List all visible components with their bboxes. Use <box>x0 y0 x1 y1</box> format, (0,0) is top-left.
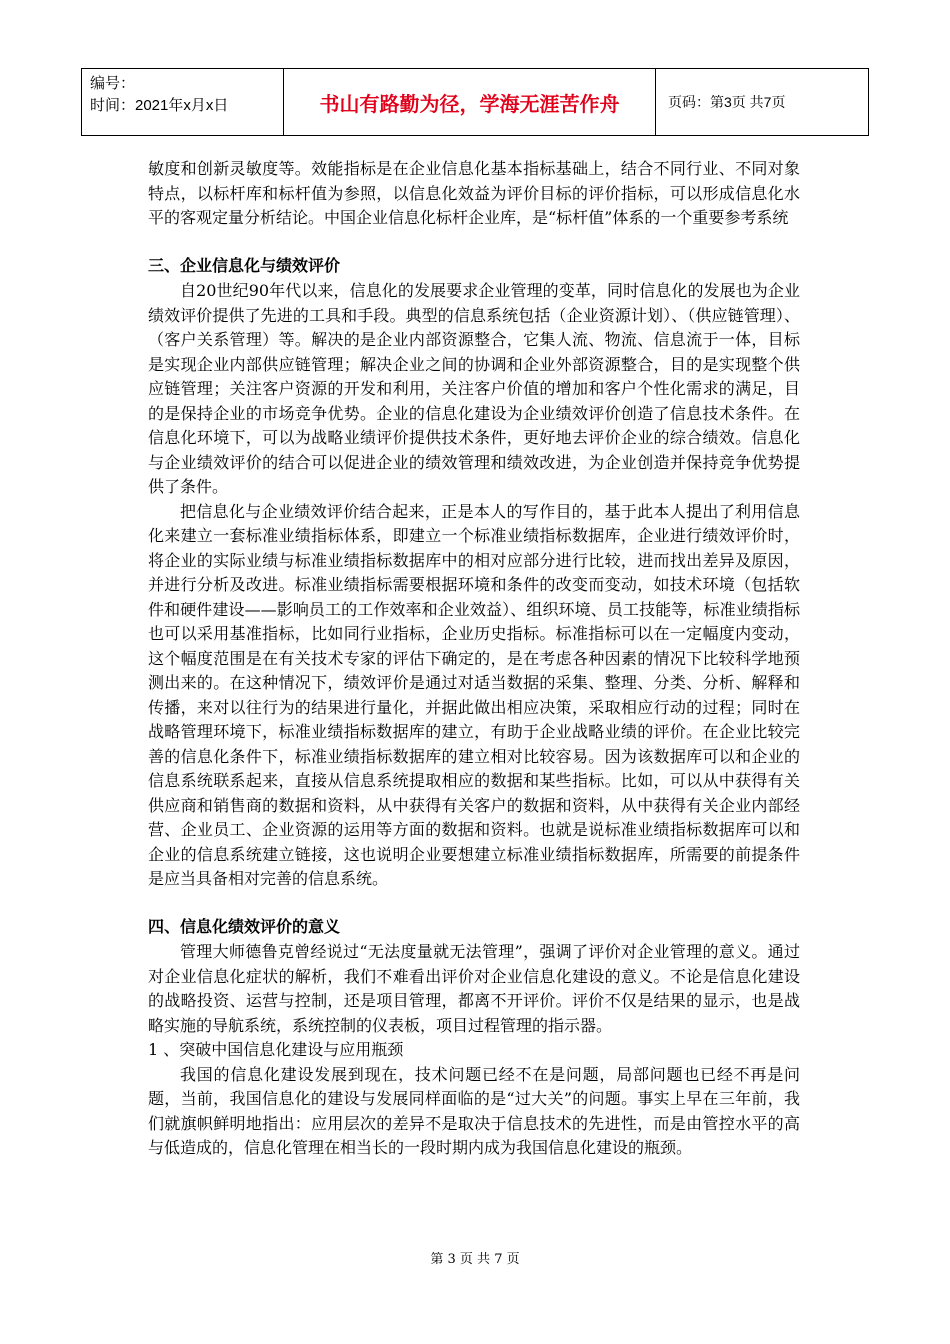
subsection-heading: 1 、突破中国信息化建设与应用瓶颈 <box>148 1040 404 1059</box>
section-heading: 三、企业信息化与绩效评价 <box>148 257 341 275</box>
section-heading: 四、信息化绩效评价的意义 <box>148 918 341 936</box>
header-table <box>81 68 869 136</box>
paragraph: 我国的信息化建设发展到现在，技术问题已经不在是问题，局部问题也已经不再是问题，当前，我国信息化的建设与发展同样面临的是“过大关”的问题。事实上早在三年前，我们就旗帜鲜明地指出：应用层次的差异不是取决于信息技术的先进性，而是由管控水平的高与低造成的，信息化管理在相当长的一段时期内成为我国信息化建设的瓶颈。 <box>148 1064 800 1157</box>
number-label: 编号： <box>90 75 136 92</box>
header-motto: 书山有路勤为径，学海无涯苦作舟 <box>284 69 656 135</box>
document-body <box>148 157 800 1161</box>
time-label: 时间：2021年x月x日 <box>90 97 229 114</box>
paragraph: 管理大师德鲁克曾经说过“无法度量就无法管理”，强调了评价对企业管理的意义。通过对企业信息化症状的解析，我们不难看出评价对企业信息化建设的意义。不论是信息化建设的战略投资、运营与控制，还是项目管理，都离不开评价。评价不仅是结果的显示，也是战略实施的导航系统，系统控制的仪表板，项目过程管理的指示器。 <box>148 942 800 1035</box>
paragraph: 把信息化与企业绩效评价结合起来，正是本人的写作目的，基于此本人提出了利用信息化来建立一套标准业绩指标体系，即建立一个标准业绩指标数据库，企业进行绩效评价时，将企业的实际业绩与标准业绩指标数据库中的相对应部分进行比较，进而找出差异及原因，并进行分析及改进。标准业绩指标需要根据环境和条件的改变而变动，如技术环境（包括软件和硬件建设——影响员工的工作效率和企业效益）、组织环境、员工技能等，标准业绩指标也可以采用基准指标，比如同行业指标，企业历史指标。标准指标可以在一定幅度内变动，这个幅度范围是在有关技术专家的评估下确定的，是在考虑各种因素的情况下比较科学地预测出来的。在这种情况下，绩效评价是通过对适当数据的采集、整理、分类、分析、解释和传播，来对以往行为的结果进行量化，并据此做出相应决策，采取相应行动的过程；同时在战略管理环境下，标准业绩指标数据库的建立，有助于企业战略业绩的评价。在企业比较完善的信息化条件下，标准业绩指标数据库的建立相对比较容易。因为该数据库可以和企业的信息系统联系起来，直接从信息系统提取相应的数据和某些指标。比如，可以从中获得有关供应商和销售商的数据和资料，从中获得有关客户的数据和资料，从中获得有关企业内部经营、企业员工、企业资源的运用等方面的数据和资料。也就是说标准业绩指标数据库可以和企业的信息系统建立链接，这也说明企业要想建立标准业绩指标数据库，所需要的前提条件是应当具备相对完善的信息系统。 <box>148 501 800 888</box>
page-footer: 第 3 页 共 7 页 <box>430 1252 520 1267</box>
header-meta <box>82 69 284 135</box>
paragraph: 自20世纪90年代以来，信息化的发展要求企业管理的变革，同时信息化的发展也为企业绩效评价提供了先进的工具和手段。典型的信息系统包括（企业资源计划）、（供应链管理）、（客户关系管理）等。解决的是企业内部资源整合，它集人流、物流、信息流于一体，目标是实现企业内部供应链管理；解决企业之间的协调和企业外部资源整合，目的是实现整个供应链管理；关注客户资源的开发和利用，关注客户价值的增加和客户个性化需求的满足，目的是保持企业的市场竞争优势。企业的信息化建设为企业绩效评价创造了信息技术条件。在信息化环境下，可以为战略业绩评价提供技术条件，更好地去评价企业的综合绩效。信息化与企业绩效评价的结合可以促进企业的绩效管理和绩效改进，为企业创造并保持竞争优势提供了条件。 <box>148 281 800 496</box>
header-page-info: 页码：第3页 共7页 <box>668 94 786 110</box>
paragraph: 敏度和创新灵敏度等。效能指标是在企业信息化基本指标基础上，结合不同行业、不同对象特点，以标杆库和标杆值为参照，以信息化效益为评价目标的评价指标，可以形成信息化水平的客观定量分析结论。中国企业信息化标杆企业库，是“标杆值”体系的一个重要参考系统 <box>148 159 800 227</box>
